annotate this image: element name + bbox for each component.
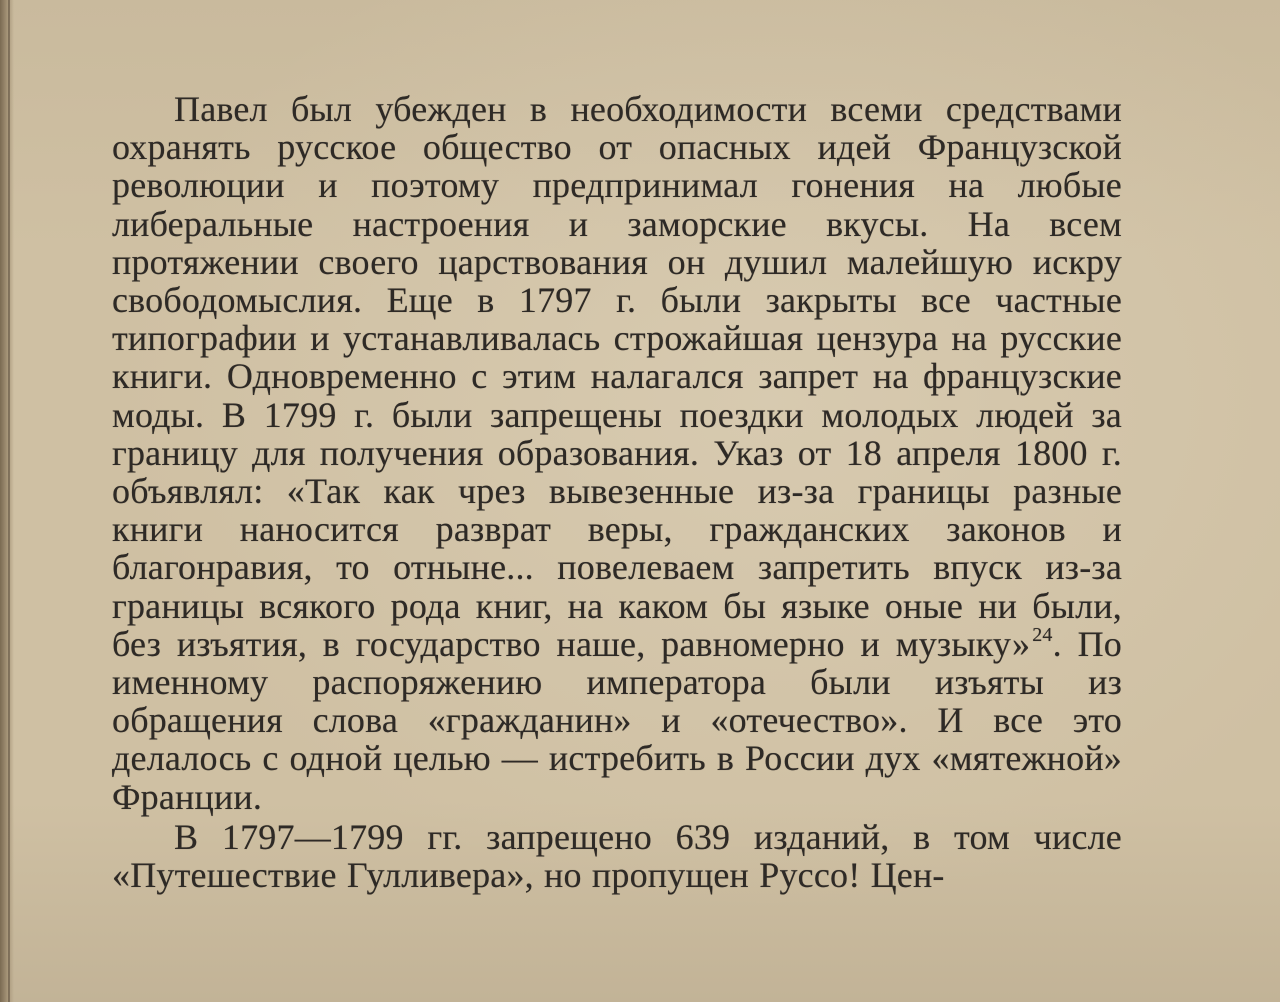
book-page-text (112, 90, 1122, 894)
paragraph-paul-censorship (112, 90, 1122, 816)
paragraph-1-continuation: . По именному распоряжению императора были изъяты из обращения слова «гражданин» и «отечество». И все это делалось с одной целью — истребить в России дух «мятежной» Франции. (112, 623, 1122, 817)
paragraph-banned-editions: В 1797—1799 гг. запрещено 639 изданий, в том числе «Путешествие Гулливера», но пропущен Руссо! Цен- (112, 816, 1122, 896)
footnote-reference: 24 (1032, 623, 1053, 646)
book-spine-line (8, 0, 10, 1002)
book-spine-edge (0, 0, 14, 1002)
paragraph-1-text: Павел был убежден в необходимости всеми средствами охранять русское общество от опасных идей Французской революции и поэтому предпринимал гонения на любые либеральные настроения и заморские вкусы. На всем протяжении своего царствования он душил малейшую искру свободомыслия. Еще в 1797 г. были закрыты все частные типографии и устанавливалась строжайшая цензура на русские книги. Одновременно с этим налагался запрет на французские моды. В 1799 г. были запрещены поездки молодых людей за границу для получения образования. Указ от 18 апреля 1800 г. объявлял: «Так как чрез вывезенные из-за границы разные книги наносится разврат веры, гражданских законов и благонравия, то отныне... повелеваем запретить впуск из-за границы всякого рода книг, на каком бы языке оные ни были, без изъятия, в государство наше, равномерно и музыку» (112, 89, 1122, 664)
